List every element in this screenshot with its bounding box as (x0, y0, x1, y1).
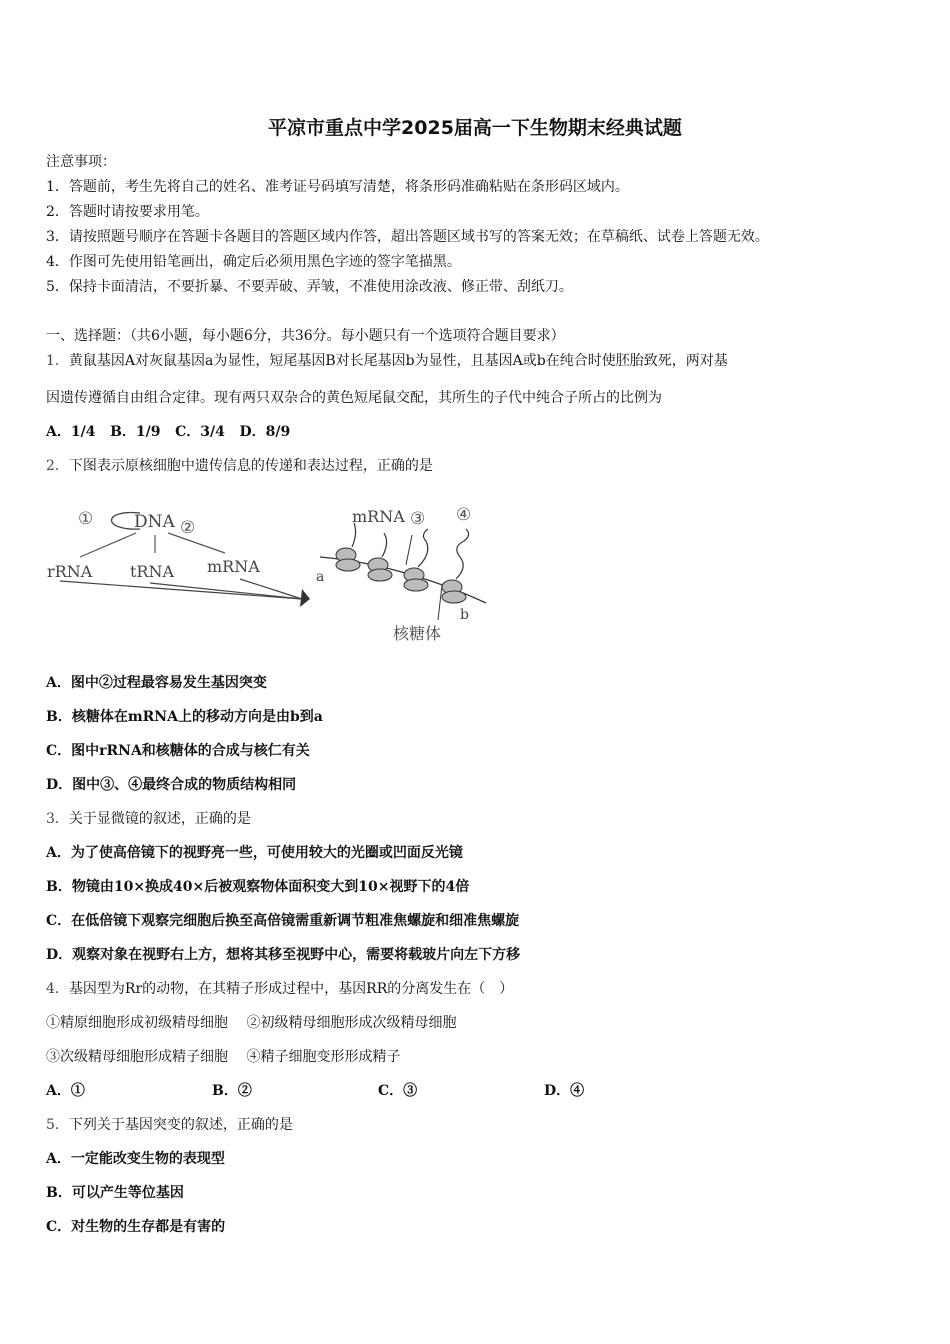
option-a[interactable]: A．① (46, 1083, 85, 1099)
ribosomes (336, 548, 466, 603)
option-d[interactable]: D．8/9 (239, 424, 291, 440)
notice-item: 4．作图可先使用铅笔画出，确定后必须用黑色字迹的签字笔描黑。 (46, 254, 461, 270)
option-c[interactable]: C．图中rRNA和核糖体的合成与核仁有关 (46, 743, 310, 759)
option-b[interactable]: B．物镜由10×换成40×后被观察物体面积变大到10×视野下的4倍 (46, 879, 470, 895)
trna-label: tRNA (130, 562, 175, 581)
option-c[interactable]: C．③ (378, 1083, 418, 1099)
arrow-head-icon (300, 589, 310, 607)
circle-label-2: ② (180, 518, 196, 538)
ribosome-label: 核糖体 (393, 624, 442, 643)
converge-line-2 (150, 583, 302, 599)
option-b[interactable]: B．核糖体在mRNA上的移动方向是由b到a (46, 709, 323, 725)
peptide-chain-1 (352, 523, 356, 547)
question-number: 4． (46, 981, 69, 997)
notice-item: 5．保持卡面清洁，不要折暴、不要弄破、弄皱，不准使用涂改液、修正带、刮纸刀。 (46, 279, 573, 295)
option-c[interactable]: C．对生物的生存都是有害的 (46, 1219, 226, 1235)
option-a[interactable]: A．为了使高倍镜下的视野亮一些，可使用较大的光圈或凹面反光镜 (46, 845, 463, 861)
notice-heading: 注意事项： (46, 154, 116, 170)
mrna-label-right: mRNA (352, 507, 405, 526)
question-number: 2． (46, 458, 69, 474)
question-2-text: 2．下图表示原核细胞中遗传信息的传递和表达过程，正确的是 (46, 458, 433, 474)
peptide-chain-3 (418, 529, 428, 567)
question-5-text: 5．下列关于基因突变的叙述，正确的是 (46, 1117, 293, 1133)
question-1-text-cont: 因遗传遵循自由组合定律。现有两只双杂合的黄色短尾鼠交配，其所生的子代中纯合子所占的比例为 (46, 390, 662, 406)
statement-line-2: ③次级精母细胞形成精子细胞 ④精子细胞变形形成精子 (46, 1049, 401, 1065)
circle-label-3: ③ (410, 509, 426, 529)
option-a[interactable]: A．1/4 (46, 424, 96, 440)
arrow-to-mrna (168, 533, 225, 553)
converge-line-1 (60, 581, 302, 599)
option-a[interactable]: A．一定能改变生物的表现型 (46, 1151, 225, 1167)
mrna-label-left: mRNA (207, 557, 260, 576)
arrow-to-rrna (80, 533, 136, 557)
label-a: a (316, 569, 325, 585)
option-d[interactable]: D．观察对象在视野右上方，想将其移至视野中心，需要将载玻片向左下方移 (46, 947, 521, 963)
option-a[interactable]: A．图中②过程最容易发生基因突变 (46, 675, 267, 691)
question-number: 1． (46, 353, 69, 369)
question-number: 5． (46, 1117, 69, 1133)
question-1-text: 1．黄鼠基因A对灰鼠基因a为显性，短尾基因B对长尾基因b为显性，且基因A或b在纯合时使胚胎致死，两对基 (46, 353, 728, 369)
circle-label-1: ① (78, 509, 94, 529)
option-d[interactable]: D．图中③、④最终合成的物质结构相同 (46, 777, 297, 793)
question-4-options (46, 1081, 710, 1101)
option-b[interactable]: B．可以产生等位基因 (46, 1185, 184, 1201)
option-d[interactable]: D．④ (544, 1083, 585, 1099)
option-c[interactable]: C．在低倍镜下观察完细胞后换至高倍镜需重新调节粗准焦螺旋和细准焦螺旋 (46, 913, 520, 929)
option-c[interactable]: C．3/4 (175, 424, 225, 440)
notice-item: 2．答题时请按要求用笔。 (46, 204, 209, 220)
statement-line-1: ①精原细胞形成初级精母细胞 ②初级精母细胞形成次级精母细胞 (46, 1015, 457, 1031)
notice-item: 3．请按照题号顺序在答题卡各题目的答题区域内作答，超出答题区域书写的答案无效；在草稿纸、试卷上答题无效。 (46, 229, 769, 245)
section-heading: 一、选择题：（共6小题，每小题6分，共36分。每小题只有一个选项符合题目要求） (46, 328, 565, 344)
circle-label-4: ④ (456, 505, 472, 525)
option-b[interactable]: B．② (212, 1083, 252, 1099)
dna-label: DNA (134, 512, 175, 532)
notice-item: 1．答题前，考生先将自己的姓名、准考证号码填写清楚，将条形码准确粘贴在条形码区域内。 (46, 179, 629, 195)
pointer-ribosome (438, 585, 442, 620)
question-3-text: 3．关于显微镜的叙述，正确的是 (46, 811, 251, 827)
label-b: b (460, 607, 469, 623)
question-4-text: 4．基因型为Rr的动物，在其精子形成过程中，基因RR的分离发生在（ ） (46, 981, 514, 997)
question-number: 3． (46, 811, 69, 827)
option-b[interactable]: B．1/9 (110, 424, 161, 440)
pointer-3 (406, 535, 412, 565)
page-title: 平凉市重点中学2025届高一下生物期末经典试题 (268, 117, 682, 139)
peptide-chain-4 (456, 529, 469, 579)
peptide-chain-2 (382, 533, 387, 557)
question-1-options (46, 422, 290, 442)
rrna-label: rRNA (47, 562, 93, 581)
gene-expression-figure (40, 495, 510, 655)
